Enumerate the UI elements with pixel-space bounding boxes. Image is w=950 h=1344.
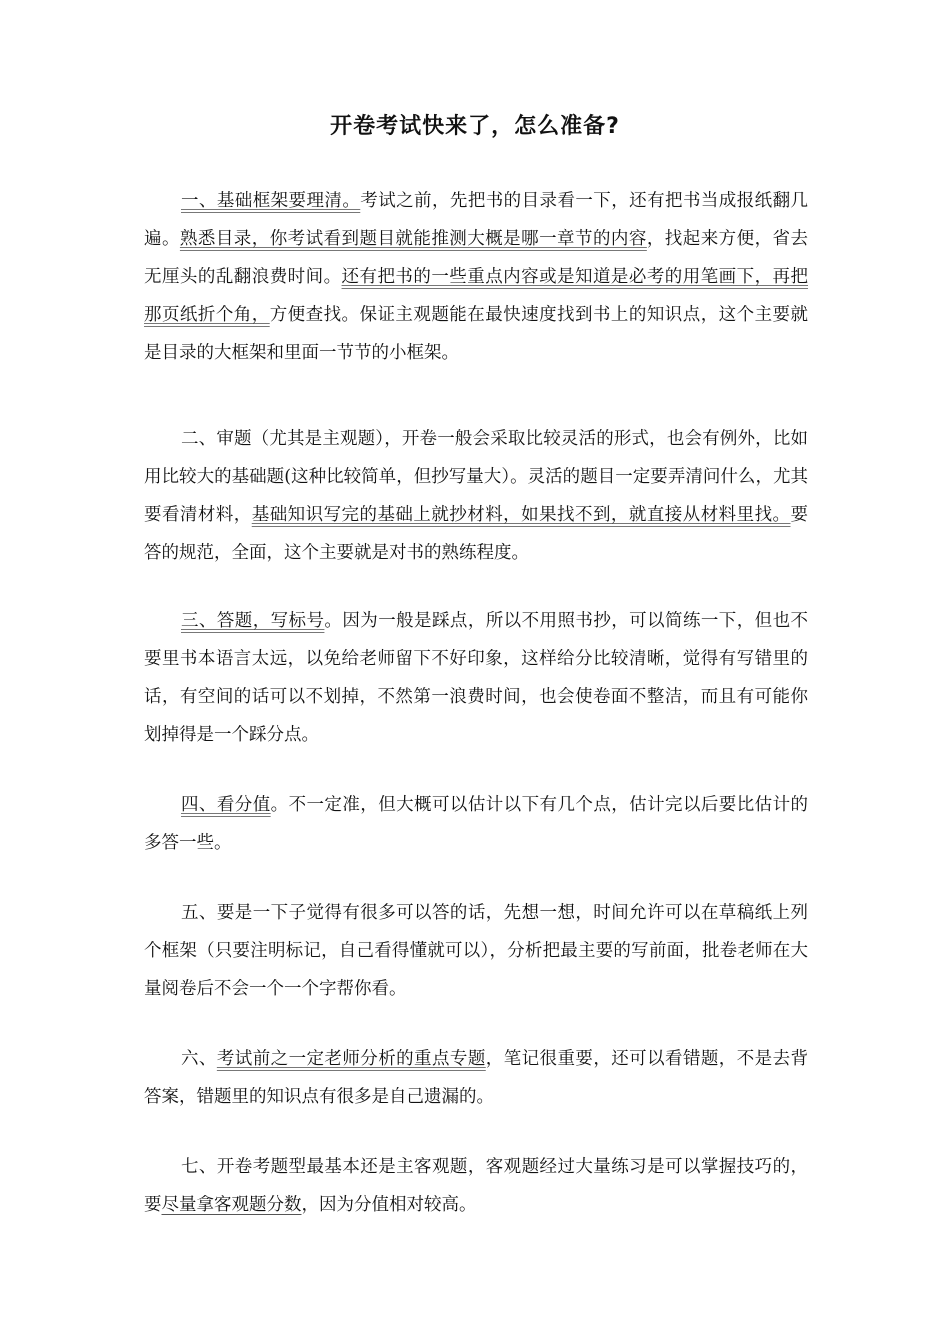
paragraph-text: ，找起来方便，省去无厘头的乱翻浪费时间。	[144, 229, 809, 287]
paragraph-text: 五、要是一下子觉得有很多可以答的话，先想一想，时间允许可以在草稿纸上列个框架（只要注明标记，自己看得懂就可以），分析把最主要的写前面，批卷老师在大量阅卷后不会一个一个字帮你看。	[144, 903, 808, 999]
paragraph-text: 方便查找。保证主观题能在最快速度找到书上的知识点，这个主要就是目录的大框架和里面一节节的小框架。	[144, 305, 809, 363]
underlined-text: 四、看分值	[181, 795, 271, 815]
paragraph-text: 要答的规范，全面，这个主要就是对书的熟练程度。	[144, 505, 808, 563]
paragraph-text: 七、开卷考题型最基本还是主客观题，客观题经过大量练习是可以掌握技巧的，要	[144, 1157, 808, 1215]
paragraph-1	[144, 182, 808, 372]
underlined-text: 三、答题，写标号	[181, 611, 325, 631]
underlined-text: 基础知识写完的基础上就抄材料，如果找不到，就直接从材料里找。	[251, 505, 791, 525]
underlined-text: 考试前之一定老师分析的重点专题	[216, 1049, 486, 1069]
paragraph-2	[144, 420, 808, 572]
paragraph-text: 。不一定准，但大概可以估计以下有几个点，估计完以后要比估计的多答一些。	[144, 795, 809, 853]
paragraph-text: 。因为一般是踩点，所以不用照书抄，可以简练一下，但也不要里书本语言太远，以免给老师留下不好印象，这样给分比较清晰，觉得有写错里的话，有空间的话可以不划掉，不然第一浪费时间，也会使卷面不整洁，而且有可能你划掉得是一个踩分点。	[144, 611, 809, 745]
underlined-text: 一、基础框架要理清。	[181, 191, 361, 211]
paragraph-text: 二、审题（尤其是主观题），开卷一般会采取比较灵活的形式，也会有例外，比如用比较大的基础题(这种比较简单，但抄写量大）。灵活的题目一定要弄清问什么，尤其要看清材料，	[144, 429, 808, 525]
paragraph-text: 六、	[181, 1049, 217, 1069]
paragraph-3	[144, 602, 808, 754]
paragraph-text: ，笔记很重要，还可以看错题，不是去背答案，错题里的知识点有很多是自己遗漏的。	[144, 1049, 809, 1107]
paragraph-4	[144, 786, 808, 862]
paragraph-6	[144, 1040, 808, 1116]
underlined-text: 还有把书的一些重点内容或是知道是必考的用笔画下，再把那页纸折个角，	[144, 267, 809, 325]
underlined-text: 尽量拿客观题分数	[161, 1195, 302, 1215]
paragraph-7	[144, 1148, 808, 1224]
document-title: 开卷考试快来了，怎么准备?	[330, 114, 620, 139]
underlined-text: 熟悉目录，你考试看到题目就能推测大概是哪一章节的内容	[179, 229, 647, 249]
paragraph-5	[144, 894, 808, 1008]
paragraph-text: ，因为分值相对较高。	[301, 1195, 477, 1215]
paragraph-text: 考试之前，先把书的目录看一下，还有把书当成报纸翻几遍。	[144, 191, 808, 249]
